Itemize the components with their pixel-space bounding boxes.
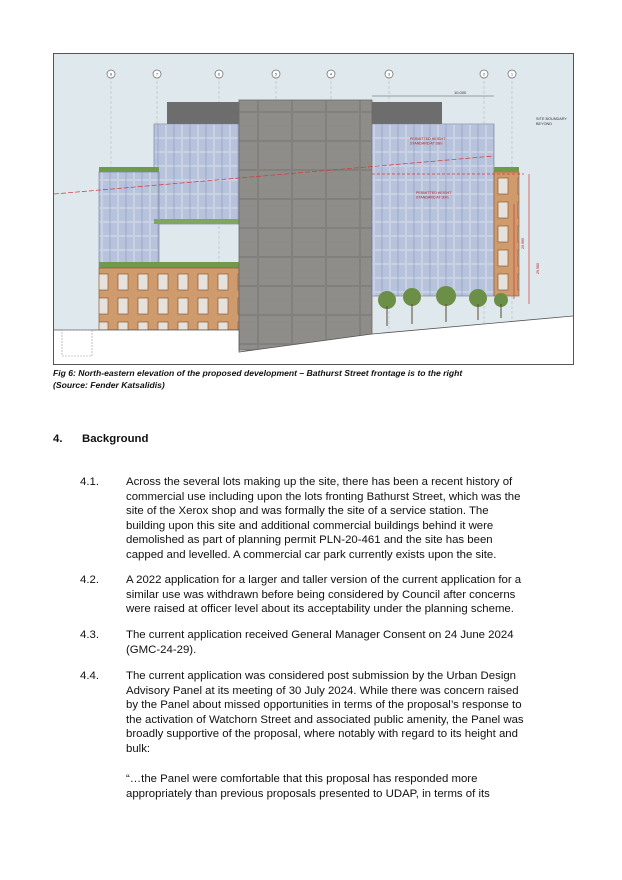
elevation-drawing (54, 54, 573, 364)
paragraph-line: were raised at officer level about its acceptability under the planning scheme. (126, 603, 514, 616)
paragraph-line: building upon this site and additional commercial buildings behind it were (126, 519, 494, 532)
grid-label: 3 (387, 71, 391, 77)
paragraph-number: 4.1. (80, 476, 99, 488)
paragraph-number: 4.4. (80, 670, 99, 682)
grid-label: 8 (109, 71, 113, 77)
height-note: STANDARD AT 38m (410, 141, 443, 146)
paragraph-line: commercial use including upon the lots fronting Bathurst Street, which was the (126, 490, 521, 503)
dimension-label: 29.580 (536, 263, 540, 274)
grid-label: 2 (482, 71, 486, 77)
paragraph-number: 4.2. (80, 574, 99, 586)
paragraph-line: bulk: (126, 742, 151, 755)
paragraph-line: Advisory Panel at its meeting of 30 July 2024. While there was concern raised (126, 684, 519, 697)
section-number: 4. (53, 433, 63, 445)
paragraph-line: A 2022 application for a larger and taller version of the current application for a (126, 574, 522, 586)
paragraph-line: Across the several lots making up the site, there has been a recent history of (126, 476, 513, 488)
quote-line: “…the Panel were comfortable that this proposal has responded more (126, 773, 478, 785)
paragraph-line: the activation of Watchorn Street and associated public amenity, the Panel was (126, 713, 524, 726)
boundary-note: SITE BOUNDARY (536, 117, 567, 121)
grid-label: 4 (329, 71, 333, 77)
height-note: PERMITTED HEIGHT (410, 137, 446, 141)
grid-label: 1 (510, 71, 514, 77)
paragraph-line: The current application was considered post submission by the Urban Design (126, 670, 517, 682)
caption-line: Fig 6: North-eastern elevation of the proposed development – Bathurst Street frontage is to the right (53, 368, 463, 378)
section-title: Background (82, 433, 149, 445)
paragraph-line: demolished as part of planning permit PLN-20-461 and the site has been (126, 534, 493, 547)
paragraph-line: capped and levelled. A commercial car park currently exists upon the site. (126, 548, 497, 561)
paragraph-line: similar use was withdrawn before being considered by Council after concerns (126, 588, 516, 601)
grid-label: 6 (217, 71, 221, 77)
height-note: STANDARD AT 30m (416, 195, 449, 200)
paragraph-line: by the Panel about missed opportunities in terms of the proposal’s response to (126, 699, 522, 712)
grid-label: 7 (155, 71, 159, 77)
height-note: PERMITTED HEIGHT (416, 191, 452, 195)
paragraph-line: (GMC-24-29). (126, 643, 197, 656)
quote-block (126, 772, 490, 801)
quote-line: appropriately than previous proposals presented to UDAP, in terms of its (126, 787, 490, 800)
paragraph-line: broadly supportive of the proposal, where notably with regard to its height and (126, 728, 518, 741)
elevation-figure (53, 53, 574, 365)
paragraph-number: 4.3. (80, 629, 99, 641)
dimension-label: 20.990 (521, 238, 525, 249)
paragraph-line: site of the Xerox shop and was formally the site of a service station. The (126, 505, 489, 518)
dimension-label: 10.000 (454, 90, 467, 95)
boundary-note: BEYOND (536, 122, 553, 126)
paragraph-line: The current application received General Manager Consent on 24 June 2024 (126, 629, 514, 641)
grid-label: 5 (274, 71, 278, 77)
caption-line: (Source: Fender Katsalidis) (53, 380, 165, 390)
figure-caption (53, 367, 583, 391)
